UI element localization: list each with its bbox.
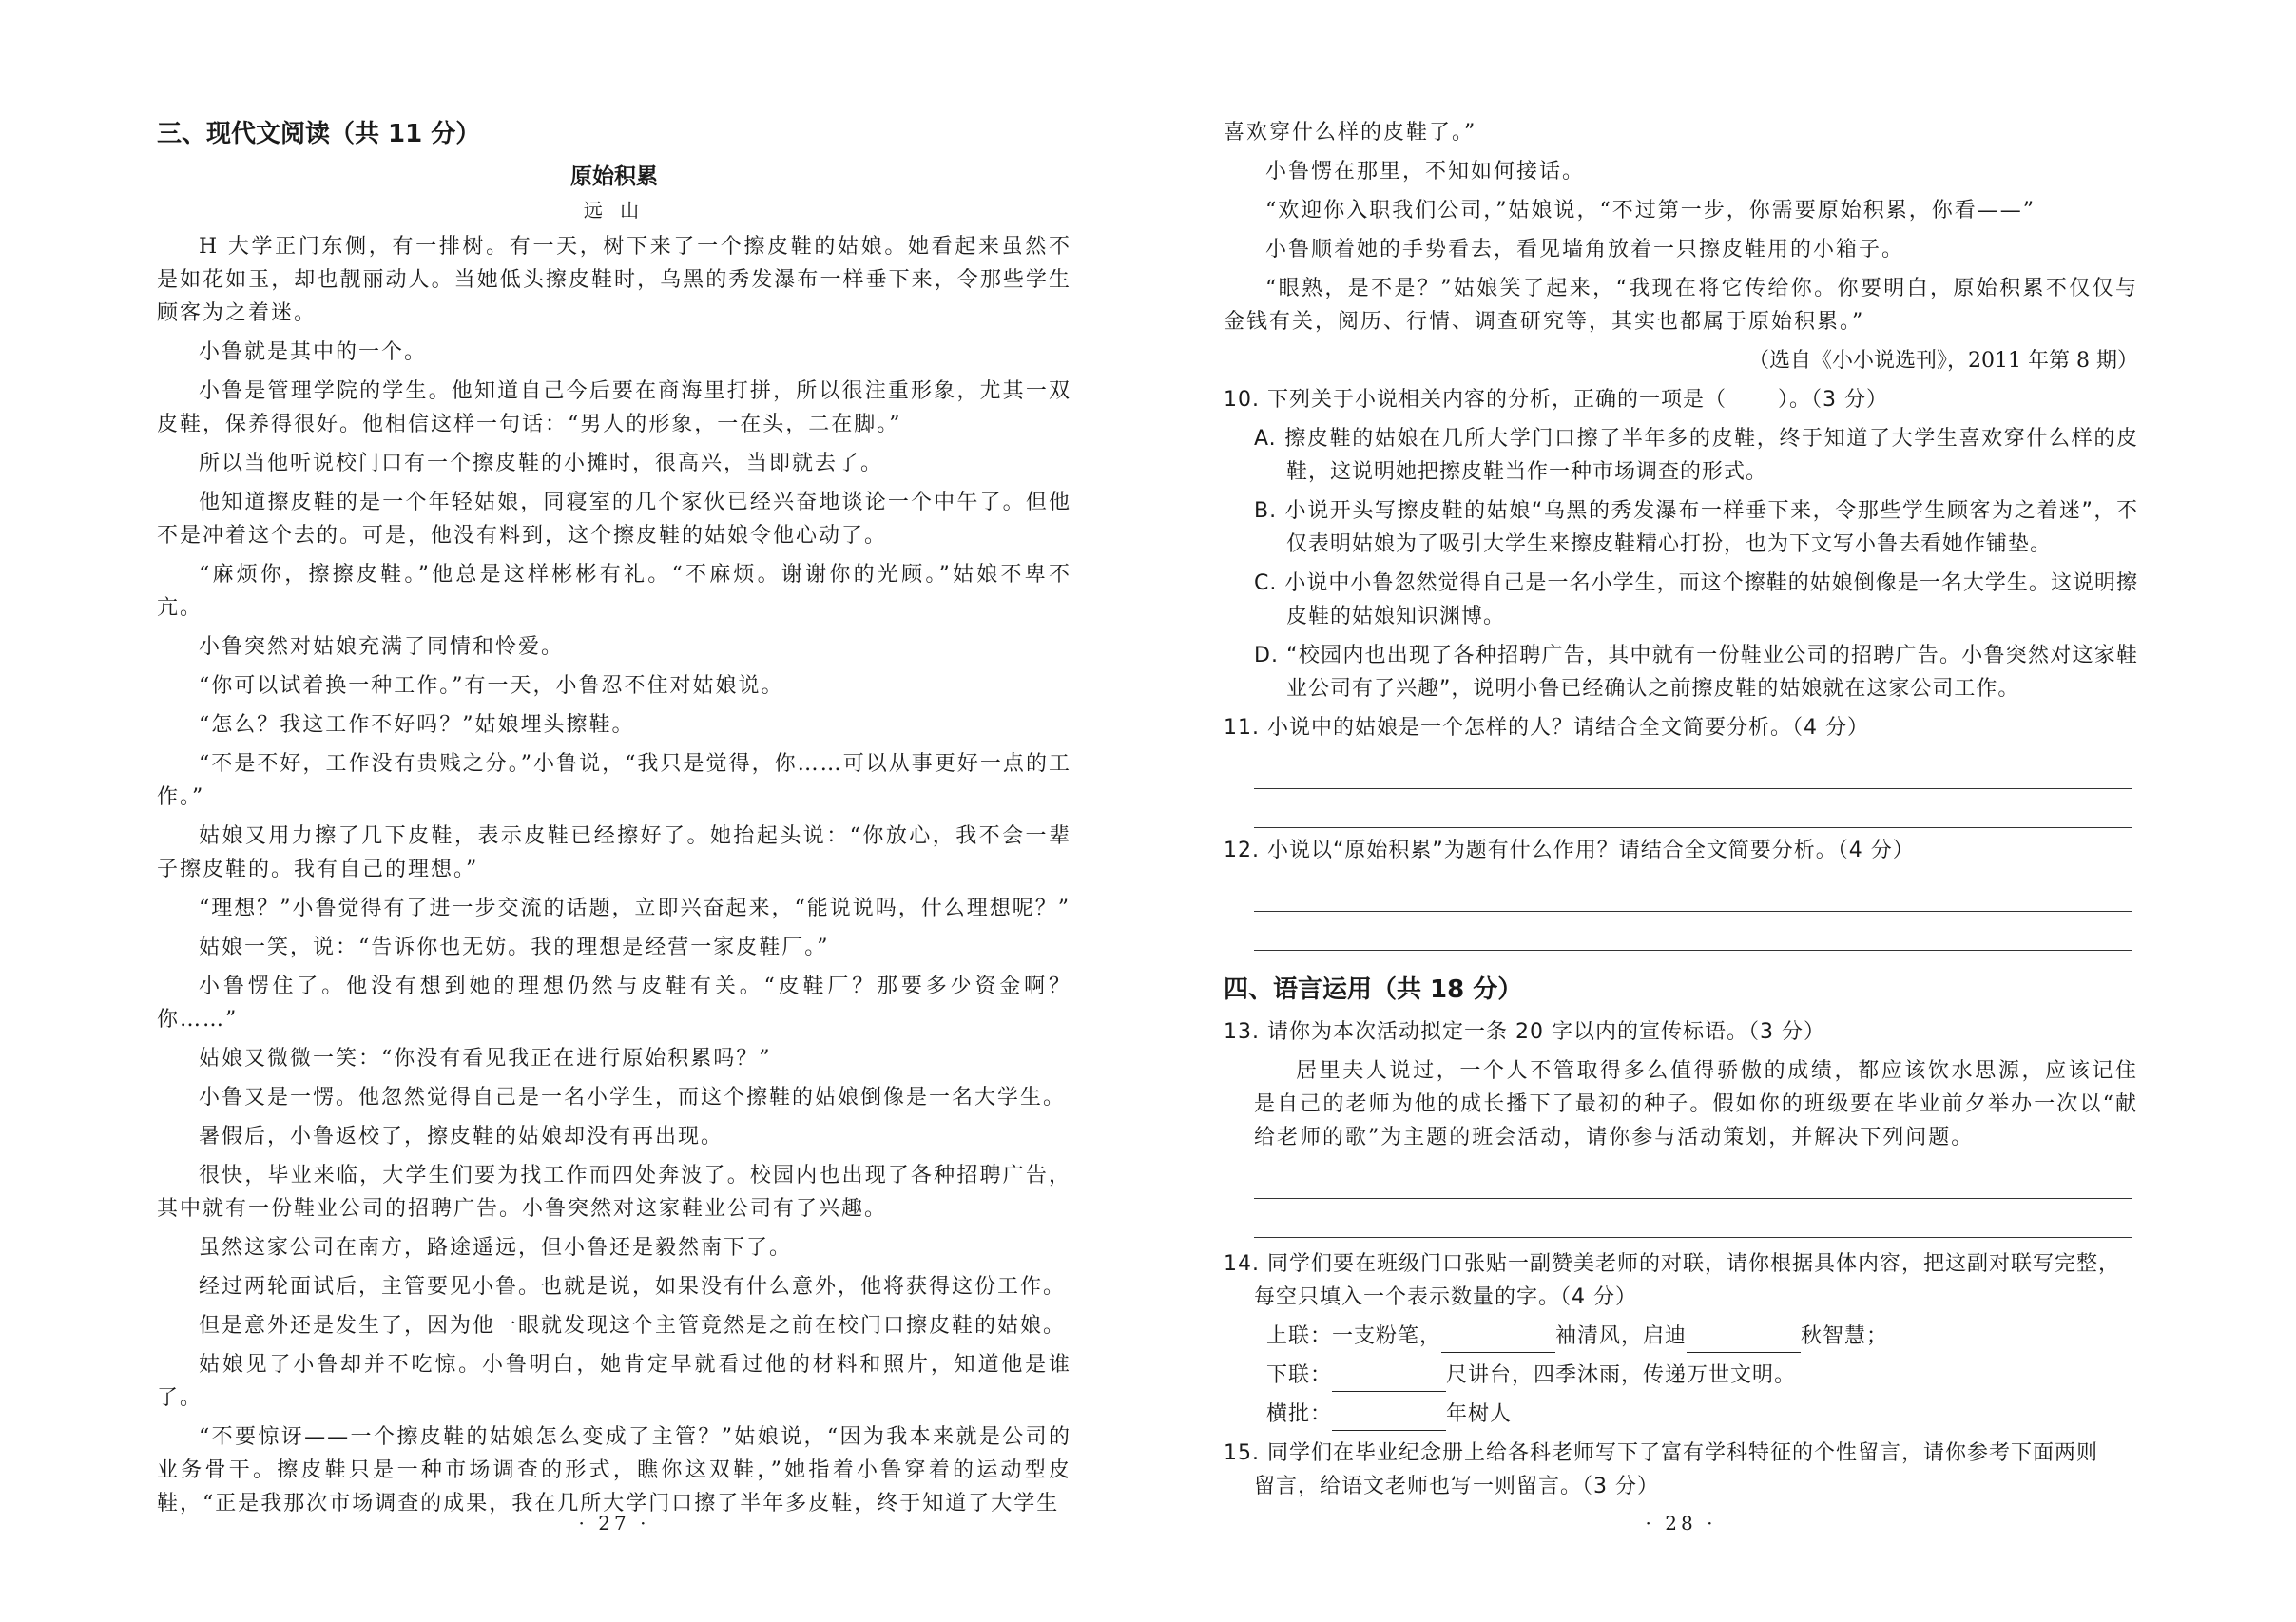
question-14-cont: 每空只填入一个表示数量的字。（4 分）: [1254, 1285, 1637, 1309]
question-10-stem: 10. 下列关于小说相关内容的分析，正确的一项是（: [1224, 388, 1727, 412]
answer-line[interactable]: [1254, 789, 2132, 828]
question-13-passage: 居里夫人说过，一个人不管取得多么值得骄傲的成绩，都应该饮水思源，应该记住是自己的老师为他的成长播下了最初的种子。假如你的班级要在毕业前夕举办一次以“献给老师的歌”为主题的班会活动，请你参与活动策划，并解决下列问题。: [1254, 1059, 2138, 1149]
couplet-upper-text-1: 上联：一支粉笔，: [1266, 1324, 1442, 1348]
article-title: 原始积累: [570, 164, 658, 189]
fill-blank[interactable]: [1687, 1329, 1801, 1353]
question-13: 13. 请你为本次活动拟定一条 20 字以内的宣传标语。（3 分）: [1224, 1020, 1825, 1044]
question-10: [1224, 383, 2138, 416]
answer-line[interactable]: [1254, 1199, 2132, 1238]
paragraph: “麻烦你，擦擦皮鞋。”他总是这样彬彬有礼。“不麻烦。谢谢你的光顾。”姑娘不卑不亢。: [157, 563, 1071, 620]
paragraph: “怎么？我这工作不好吗？”姑娘埋头擦鞋。: [199, 713, 635, 737]
question-15-cont: 留言，给语文老师也写一则留言。（3 分）: [1254, 1475, 1659, 1498]
question-15: 15. 同学们在毕业纪念册上给各科老师写下了富有学科特征的个性留言，请你参考下面两则: [1224, 1441, 2098, 1465]
page-number: · 28 ·: [1645, 1512, 1717, 1535]
question-11: 11. 小说中的姑娘是一个怎样的人？请结合全文简要分析。（4 分）: [1224, 716, 1869, 740]
section-4-title: 四、语言运用（共 18 分）: [1224, 975, 1523, 1004]
question-14: 14. 同学们要在班级门口张贴一副赞美老师的对联，请你根据具体内容，把这副对联写完整，: [1224, 1252, 2120, 1276]
couplet-lower: [1224, 1359, 2138, 1392]
question-12: 12. 小说以“原始积累”为题有什么作用？请结合全文简要分析。（4 分）: [1224, 839, 1915, 862]
paragraph: 小鲁愣住了。他没有想到她的理想仍然与皮鞋有关。“皮鞋厂？那要多少资金啊？你……”: [157, 975, 1071, 1032]
fill-blank[interactable]: [1441, 1329, 1555, 1353]
page-28: [1224, 0, 2138, 1622]
page-number: · 27 ·: [578, 1512, 650, 1535]
paragraph: “眼熟，是不是？”姑娘笑了起来，“我现在将它传给你。你要明白，原始积累不仅仅与金钱有关，阅历、行情、调查研究等，其实也都属于原始积累。”: [1224, 277, 2138, 334]
couplet-lower-text: 尺讲台，四季沐雨，传递万世文明。: [1446, 1363, 1797, 1387]
answer-line[interactable]: [1254, 750, 2132, 789]
fill-blank[interactable]: [1332, 1368, 1446, 1392]
paragraph: H 大学正门东侧，有一排树。有一天，树下来了一个擦皮鞋的姑娘。她看起来虽然不是如花如玉，却也靓丽动人。当她低头擦皮鞋时，乌黑的秀发瀑布一样垂下来，令那些学生顾客为之着迷。: [157, 235, 1071, 325]
answer-line[interactable]: [1254, 912, 2132, 951]
article-author: 远 山: [583, 199, 646, 222]
answer-line[interactable]: [1254, 1160, 2132, 1199]
paragraph: “你可以试着换一种工作。”有一天，小鲁忍不住对姑娘说。: [199, 674, 784, 698]
option-a: A. 擦皮鞋的姑娘在几所大学门口擦了半年多的皮鞋，终于知道了大学生喜欢穿什么样的皮鞋，这说明她把擦皮鞋当作一种市场调查的形式。: [1254, 427, 2138, 484]
paragraph: 所以当他听说校门口有一个擦皮鞋的小摊时，很高兴，当即就去了。: [199, 452, 884, 475]
article-source: （选自《小小说选刊》，2011 年第 8 期）: [1748, 349, 2138, 373]
paragraph: 姑娘又微微一笑：“你没有看见我正在进行原始积累吗？”: [199, 1047, 772, 1071]
paragraph: “理想？”小鲁觉得有了进一步交流的话题，立即兴奋起来，“能说说吗，什么理想呢？”: [199, 897, 1071, 920]
paragraph: 虽然这家公司在南方，路途遥远，但小鲁还是毅然南下了。: [199, 1236, 793, 1260]
section-3-title: 三、现代文阅读（共 11 分）: [157, 120, 481, 148]
paragraph: 暑假后，小鲁返校了，擦皮鞋的姑娘却没有再出现。: [199, 1125, 724, 1149]
paragraph: 小鲁突然对姑娘充满了同情和怜爱。: [199, 635, 565, 659]
couplet-upper-text-3: 秋智慧；: [1801, 1324, 1889, 1348]
article-body: [157, 230, 1071, 1520]
article-body-continued: [1224, 116, 2138, 338]
paragraph: 很快，毕业来临，大学生们要为找工作而四处奔波了。校园内也出现了各种招聘广告，其中就有一份鞋业公司的招聘广告。小鲁突然对这家鞋业公司有了兴趣。: [157, 1164, 1071, 1221]
couplet-upper-text-2: 袖清风，启迪: [1555, 1324, 1688, 1348]
couplet-banner-label: 横批：: [1266, 1402, 1333, 1426]
paragraph: 姑娘一笑，说：“告诉你也无妨。我的理想是经营一家皮鞋厂。”: [199, 936, 830, 959]
paragraph: 小鲁顺着她的手势看去，看见墙角放着一只擦皮鞋用的小箱子。: [1265, 238, 1905, 261]
page-27: [157, 0, 1071, 1622]
paragraph: 小鲁就是其中的一个。: [199, 340, 428, 364]
paragraph: 他知道擦皮鞋的是一个年轻姑娘，同寝室的几个家伙已经兴奋地谈论一个中午了。但他不是冲着这个去的。可是，他没有料到，这个擦皮鞋的姑娘令他心动了。: [157, 491, 1071, 548]
option-b: B. 小说开头写擦皮鞋的姑娘“乌黑的秀发瀑布一样垂下来，令那些学生顾客为之着迷”，不仅表明姑娘为了吸引大学生来擦皮鞋精心打扮，也为下文写小鲁去看她作铺垫。: [1254, 499, 2138, 556]
fill-blank[interactable]: [1332, 1407, 1446, 1431]
paragraph: 经过两轮面试后，主管要见小鲁。也就是说，如果没有什么意外，他将获得这份工作。: [199, 1275, 1067, 1299]
option-d: D. “校园内也出现了各种招聘广告，其中就有一份鞋业公司的招聘广告。小鲁突然对这家鞋业公司有了兴趣”，说明小鲁已经确认之前擦皮鞋的姑娘就在这家公司工作。: [1254, 644, 2138, 701]
paragraph: 喜欢穿什么样的皮鞋了。”: [1224, 121, 1477, 145]
paragraph: 小鲁是管理学院的学生。他知道自己今后要在商海里打拼，所以很注重形象，尤其一双皮鞋，保养得很好。他相信这样一句话：“男人的形象，一在头，二在脚。”: [157, 379, 1071, 436]
paragraph: 姑娘见了小鲁却并不吃惊。小鲁明白，她肯定早就看过他的材料和照片，知道他是谁了。: [157, 1353, 1071, 1410]
paragraph: 姑娘又用力擦了几下皮鞋，表示皮鞋已经擦好了。她抬起头说：“你放心，我不会一辈子擦皮鞋的。我有自己的理想。”: [157, 824, 1071, 881]
paragraph: 小鲁愣在那里，不知如何接话。: [1265, 160, 1586, 183]
couplet-banner-text: 年树人: [1446, 1402, 1513, 1426]
answer-line[interactable]: [1254, 873, 2132, 912]
couplet-upper: [1224, 1320, 2138, 1353]
paragraph: 小鲁又是一愣。他忽然觉得自己是一名小学生，而这个擦鞋的姑娘倒像是一名大学生。: [199, 1086, 1067, 1110]
question-10-points: ）。（3 分）: [1777, 388, 1888, 412]
paragraph: “不要惊讶——一个擦皮鞋的姑娘怎么变成了主管？”姑娘说，“因为我本来就是公司的业务骨干。擦皮鞋只是一种市场调查的形式，瞧你这双鞋，”她指着小鲁穿着的运动型皮鞋，“正是我那次市场调查的成果，我在几所大学门口擦了半年多皮鞋，终于知道了大学生: [157, 1425, 1071, 1516]
couplet-banner: [1224, 1398, 2138, 1431]
paragraph: “欢迎你入职我们公司，”姑娘说，“不过第一步，你需要原始积累，你看——”: [1265, 199, 2036, 222]
paragraph: “不是不好，工作没有贵贱之分。”小鲁说，“我只是觉得，你……可以从事更好一点的工作。”: [157, 752, 1071, 809]
option-c: C. 小说中小鲁忽然觉得自己是一名小学生，而这个擦鞋的姑娘倒像是一名大学生。这说明擦皮鞋的姑娘知识渊博。: [1254, 571, 2138, 628]
paragraph: 但是意外还是发生了，因为他一眼就发现这个主管竟然是之前在校门口擦皮鞋的姑娘。: [199, 1314, 1067, 1338]
couplet-lower-label: 下联：: [1266, 1363, 1333, 1387]
